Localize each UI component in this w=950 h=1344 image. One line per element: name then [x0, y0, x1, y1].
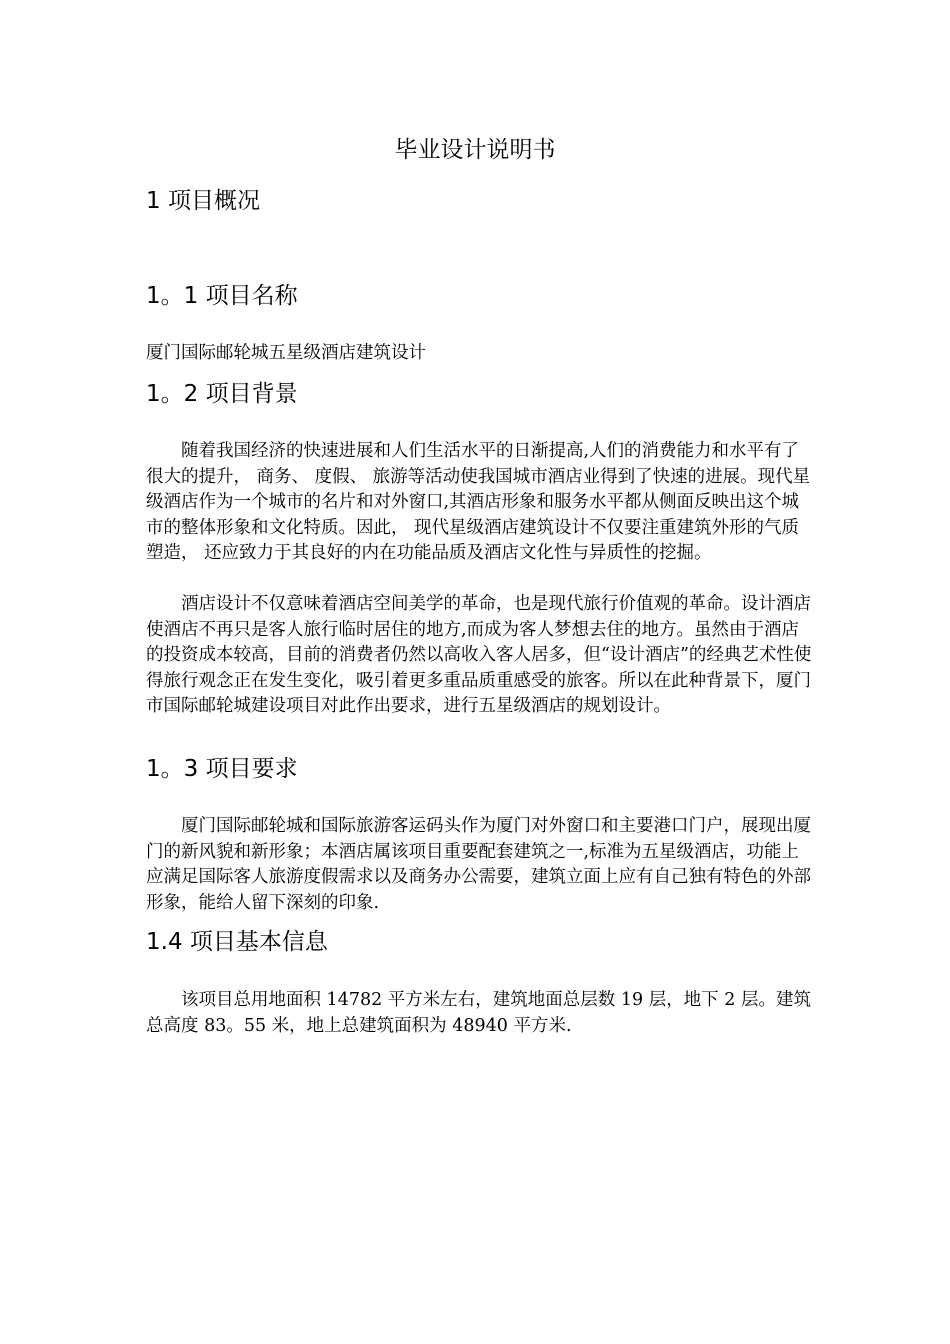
section-1-4-heading: 1.4 项目基本信息 [146, 929, 328, 955]
section-1-2-paragraph-2: 酒店设计不仅意味着酒店空间美学的革命，也是现代旅行价值观的革命。设计酒店使酒店不再只是客人旅行临时居住的地方,而成为客人梦想去住的地方。虽然由于酒店的投资成本较高，目前的消费者仍然以高收入客人居多，但“设计酒店”的经典艺术性使得旅行观念正在发生变化，吸引着更多重品质重感受的旅客。所以在此种背景下，厦门市国际邮轮城建设项目对此作出要求，进行五星级酒店的规划设计。 [146, 594, 812, 716]
section-1-2-paragraph-1: 随着我国经济的快速进展和人们生活水平的日渐提高,人们的消费能力和水平有了很大的提升， 商务、 度假、 旅游等活动使我国城市酒店业得到了快速的进展。现代星级酒店作为一个城市的名片和对外窗口,其酒店形象和服务水平都从侧面反映出这个城市的整体形象和文化特质。因此， 现代星级酒店建筑设计不仅要注重建筑外形的气质塑造， 还应致力于其良好的内在功能品质及酒店文化性与异质性的挖掘。 [146, 441, 811, 563]
section-1-heading: 1 项目概况 [146, 188, 260, 214]
section-1-4-paragraph-1: 该项目总用地面积 14782 平方米左右，建筑地面总层数 19 层，地下 2 层。建筑总高度 83。55 米，地上总建筑面积为 48940 平方米. [146, 990, 811, 1036]
section-1-1-heading: 1。1 项目名称 [146, 283, 298, 309]
section-1-3-paragraph-1: 厦门国际邮轮城和国际旅游客运码头作为厦门对外窗口和主要港口门户，展现出厦门的新风貌和新形象；本酒店属该项目重要配套建筑之一,标准为五星级酒店，功能上应满足国际客人旅游度假需求以及商务办公需要，建筑立面上应有自己独有特色的外部形象，能给人留下深刻的印象. [146, 816, 811, 913]
section-1-2-heading: 1。2 项目背景 [146, 381, 298, 407]
section-1-3-heading: 1。3 项目要求 [146, 756, 298, 782]
section-1-1-body: 厦门国际邮轮城五星级酒店建筑设计 [146, 343, 426, 363]
document-title: 毕业设计说明书 [394, 137, 556, 163]
